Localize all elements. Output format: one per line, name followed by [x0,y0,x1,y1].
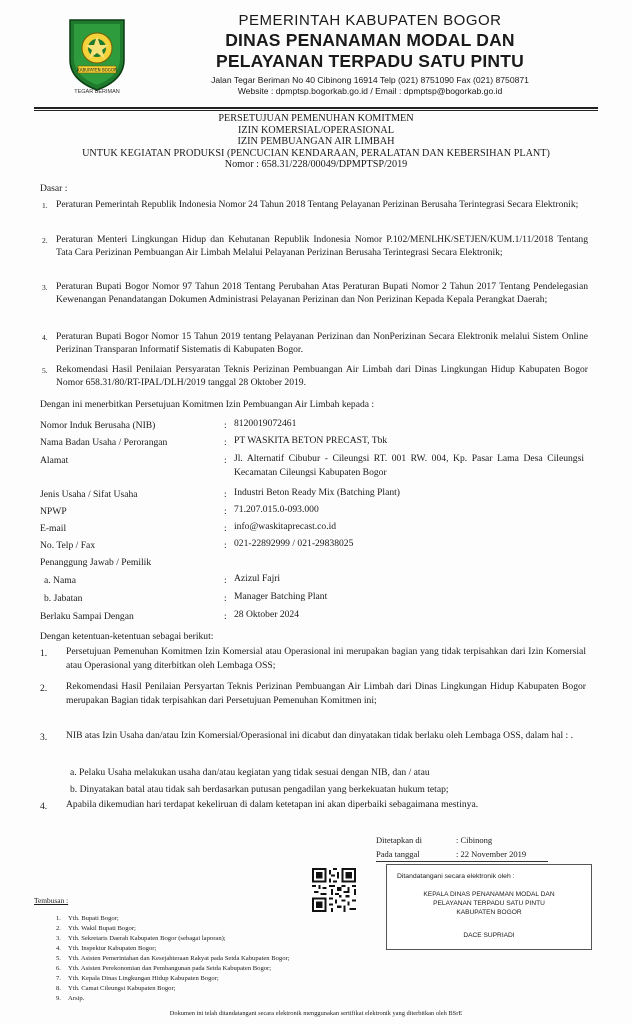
address-label: Alamat [40,455,69,466]
doc-title-line2: IZIN KOMERSIAL/OPERASIONAL [238,124,394,136]
nib-label: Nomor Induk Berusaha (NIB) [40,420,156,431]
cc-num: 1. [56,915,61,922]
responsible-title-label: b. Jabatan [44,593,83,604]
header-divider-thin [34,110,598,111]
dasar-num: 5. [42,366,48,375]
kabupaten-bogor-emblem-icon [62,14,132,94]
business-type-value: Industri Beton Ready Mix (Batching Plant) [234,487,401,498]
colon: : [224,593,227,604]
signature-note: Ditandatangani secara elektronik oleh : [397,873,515,880]
dasar-item: Peraturan Menteri Lingkungan Hidup dan Kehutanan Republik Indonesia Nomor P.102/MENLHK/SETJEN/KUM.1/11/2018 Tentang Tata Cara Perizinan Pembuangan Air Limbah Melalui Pelayanan Perizinan Berusaha Terintegrasi Secara Elektronik; [56,234,588,259]
dasar-num: 2. [42,236,48,245]
provision-item: Rekomendasi Hasil Penilaian Persyartan Teknis Perizinan Pembuangan Air Limbah dari Dinas Lingkungan Hidup Kabupaten Bogor merupakan Bagian tidak terpisahkan dari Persetujuan Pemenuhan Komitmen ini; [66,681,586,706]
colon: : [224,523,227,534]
email-label: E-mail [40,523,67,534]
agency-name-line1: DINAS PENANAMAN MODAL DAN [225,30,515,50]
dasar-item: Rekomendasi Hasil Penilaian Persyaratan Teknis Perizinan Pembuangan Air Limbah dari Dinas Lingkungan Hidup Kabupaten Bogor Nomor 658.31/80/RT-IPAL/DLH/2019 tanggal 28 Oktober 2019. [56,364,588,389]
cc-num: 5. [56,955,61,962]
dasar-item: Peraturan Bupati Bogor Nomor 97 Tahun 2018 Tentang Perubahan Atas Peraturan Bupati Nomor 2 Tahun 2017 Tentang Pendelegasian Kewenangan Penandatangan Dokumen Administrasi Pelayanan Perizinan dan Non Perizinan Kepada Kepala Perangkat Daerah; [56,281,588,306]
letterhead [150,12,590,97]
dasar-heading: Dasar : [40,183,68,194]
valid-until-label: Berlaku Sampai Dengan [40,611,134,622]
cc-item: Yth. Asisten Perekonomian dan Pembangunan pada Setda Kabupaten Bogor; [68,965,272,972]
dasar-num: 1. [42,201,48,210]
phone-value: 021-22892999 / 021-29838025 [234,538,354,549]
issued-place-label: Ditetapkan di [376,835,423,845]
cc-item: Yth. Camat Cileungsi Kabupaten Bogor; [68,985,176,992]
npwp-label: NPWP [40,506,67,517]
cc-item: Yth. Sekretaris Daerah Kabupaten Bogor (sebagai laporan); [68,935,226,942]
issued-date-value: : 22 November 2019 [456,849,527,859]
dasar-num: 3. [42,283,48,292]
valid-until-value: 28 Oktober 2024 [234,609,300,620]
responsible-title-value: Manager Batching Plant [234,591,328,602]
cc-num: 9. [56,995,61,1002]
cc-item: Yth. Kepala Dinas Lingkungan Hidup Kabupaten Bogor; [68,975,219,982]
qr-code-icon [312,868,356,912]
colon: : [224,420,227,431]
dasar-item: Peraturan Bupati Bogor Nomor 15 Tahun 2019 tentang Pelayanan Perizinan dan NonPerizinan Secara Elektronik melalui Sistem Online Perizinan Transparan Informatif Sistematis di Kabupaten Bogor. [56,331,588,356]
responsible-label: Penanggung Jawab / Pemilik [40,557,152,568]
provision-num: 3. [40,732,48,743]
npwp-value: 71.207.015.0-093.000 [234,504,319,515]
colon: : [224,506,227,517]
e-signature-footer: Dokumen ini telah ditandatangani secara elektronik menggunakan sertifikat elektronik yang diterbitkan oleh BSrE [169,1010,463,1017]
doc-number: Nomor : 658.31/228/00049/DPMPTSP/2019 [224,159,408,171]
dasar-num: 4. [42,333,48,342]
signatory-title-line3: KABUPATEN BOGOR [456,909,522,916]
cc-num: 7. [56,975,61,982]
government-name: PEMERINTAH KABUPATEN BOGOR [238,12,502,29]
provision-num: 2. [40,683,48,694]
provisions-heading: Dengan ketentuan-ketentuan sebagai berikut: [40,631,214,642]
intro-text: Dengan ini menerbitkan Persetujuan Komitmen Izin Pembuangan Air Limbah kepada : [40,399,375,410]
colon: : [224,455,227,466]
header-divider-thick [34,107,598,109]
responsible-name-label: a. Nama [44,575,76,586]
cc-item: Yth. Wakil Bupati Bogor; [68,925,136,932]
doc-title-line1: PERSETUJUAN PEMENUHAN KOMITMEN [218,113,414,124]
doc-title-line4: UNTUK KEGIATAN PRODUKSI (PENCUCIAN KENDARAAN, PERALATAN DAN KEBERSIHAN PLANT) [82,147,550,159]
address-value: Jl. Alternatif Cibubur - Cileungsi RT. 001 RW. 004, Kp. Pasar Lama Desa Cileungsi Kecamatan Cileungsi Kabupaten Bogor [234,453,584,478]
agency-name-line2: PELAYANAN TERPADU SATU PINTU [216,51,524,71]
provision-item: NIB atas Izin Usaha dan/atau Izin Komersial/Operasional ini dicabut dan dinyatakan tidak berlaku oleh Lembaga OSS, dalam hal : . [66,730,573,741]
agency-address: Jalan Tegar Beriman No 40 Cibinong 16914 Telp (021) 8751090 Fax (021) 8750871 [211,75,529,85]
cc-num: 3. [56,935,61,942]
cc-num: 4. [56,945,61,952]
provision-item: Persetujuan Pemenuhan Komitmen Izin Komersial atau Operasional ini merupakan bagian yang tidak terpisahkan dari Izin Komersial atau Operasional yang diterbitkan oleh Lembaga OSS; [66,646,586,671]
email-value: info@waskitaprecast.co.id [234,521,337,532]
dasar-item: Peraturan Pemerintah Republik Indonesia Nomor 24 Tahun 2018 Tentang Pelayanan Perizinan Berusaha Terintegrasi Secara Elektronik; [56,199,579,210]
logo-banner-text: KABUPATEN BOGOR [77,67,117,73]
colon: : [224,611,227,622]
signatory-title-line1: KEPALA DINAS PENANAMAN MODAL DAN [423,891,555,898]
colon: : [224,489,227,500]
cc-item: Yth. Bupati Bogor; [68,915,119,922]
cc-item: Yth. Asisten Pemerintahan dan Kesejahteraan Rakyat pada Setda Kabupaten Bogor; [68,955,290,962]
nib-value: 8120019072461 [234,418,297,429]
issued-date-label: Pada tanggal [376,849,420,859]
doc-title-line3: IZIN PEMBUANGAN AIR LIMBAH [237,136,395,148]
provision-num: 4. [40,801,48,812]
cc-heading: Tembusan : [34,896,69,905]
issued-place-value: : Cibinong [456,835,493,845]
date-underline [376,861,548,862]
cc-num: 2. [56,925,61,932]
provision-num: 1. [40,648,48,659]
electronic-signature-box [386,864,592,950]
phone-label: No. Telp / Fax [40,540,96,551]
responsible-name-value: Azizul Fajri [234,573,281,584]
signatory-title-line2: PELAYANAN TERPADU SATU PINTU [433,900,545,907]
colon: : [224,540,227,551]
company-name-value: PT WASKITA BETON PRECAST, Tbk [234,435,388,446]
business-type-label: Jenis Usaha / Sifat Usaha [40,489,138,500]
provision-subitem: b. Dinyatakan batal atau tidak sah berdasarkan putusan pengadilan yang berkekuatan hukum tetap; [70,784,449,795]
logo-caption-text: TEGAR BERIMAN [74,89,120,94]
cc-item: Arsip. [68,995,85,1002]
company-name-label: Nama Badan Usaha / Perorangan [40,437,168,448]
provision-subitem: a. Pelaku Usaha melakukan usaha dan/atau kegiatan yang tidak sesuai dengan NIB, dan / atau [70,767,430,778]
cc-item: Yth. Inspektur Kabupaten Bogor; [68,945,157,952]
agency-website: Website : dpmptsp.bogorkab.go.id / Email : dpmptsp@bogorkab.go.id [237,86,503,96]
colon: : [224,437,227,448]
signatory-name: DACE SUPRIADI [463,932,515,939]
colon: : [224,575,227,586]
cc-num: 6. [56,965,61,972]
cc-num: 8. [56,985,61,992]
provision-item: Apabila dikemudian hari terdapat kekeliruan di dalam ketetapan ini akan diperbaiki sebagaimana mestinya. [66,799,479,810]
